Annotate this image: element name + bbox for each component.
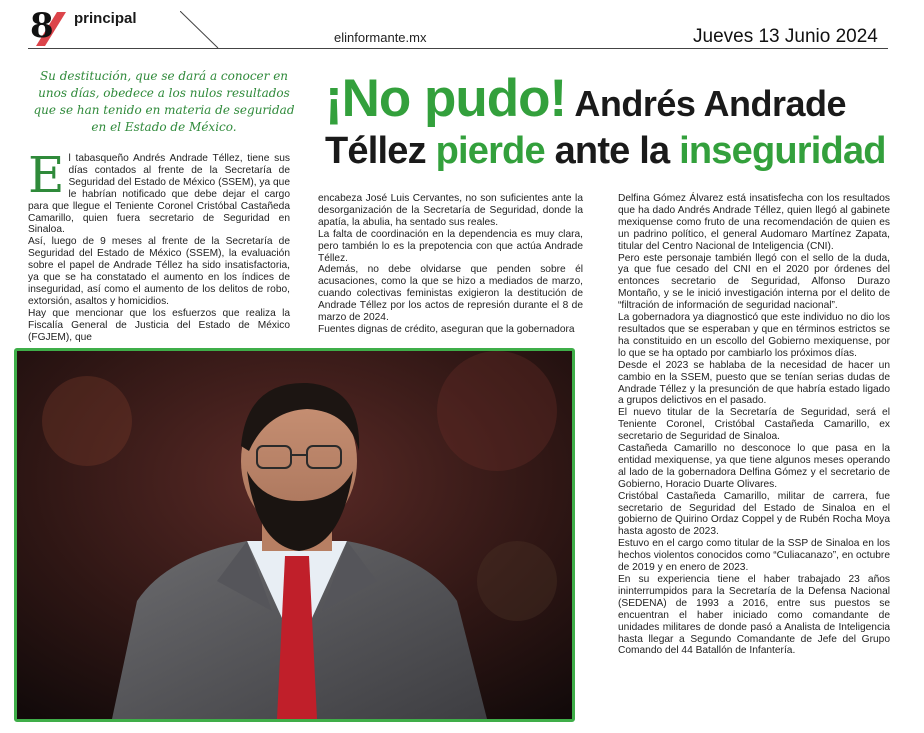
body-column-3 — [618, 193, 890, 657]
article-deck: Su destitución, que se dará a conocer en unos días, obedece a los nulos resultados que se han tenido en materia de seguridad en el Estado de México. — [33, 69, 295, 134]
headline-line-1 — [325, 69, 847, 128]
site-url: elinformante.mx — [334, 30, 427, 45]
headline-topic: inseguridad — [679, 130, 886, 172]
paragraph: El tabasqueño Andrés Andrade Téllez, tiene sus días contados al frente de la Secretaría de Seguridad del Estado de México (SSEM), ya que le habrían notificado que debe dejar el cargo para que llegue el Teniente Coronel Cristóbal Castañeda Camarillo, quien fuera secretario de Seguridad en Sinaloa. — [28, 146, 290, 236]
paragraph: Además, no debe olvidarse que penden sobre él acusaciones, como la que se hizo a mediados de marzo, cuando colectivas feministas exigieron la destitución de Andrade Téllez por los actos de represión durante el 8 de marzo de 2024. — [318, 264, 583, 324]
paragraph: Así, luego de 9 meses al frente de la Secretaría de Seguridad del Estado de México (SSEM), la evaluación sobre el papel de Andrade Téllez ha sido insatisfactoria, ya que se ha constatado el aumento en los índices de inseguridad, así como el aumento de los delitos de robo, extorsión, asaltos y homicidios. — [28, 236, 290, 307]
paragraph: La falta de coordinación en la dependencia es muy clara, pero también lo es la prepotencia con que actúa Andrade Téllez. — [318, 228, 583, 264]
drop-cap: E — [28, 146, 65, 204]
paragraph: Delfina Gómez Álvarez está insatisfecha con los resultados que ha dado Andrés Andrade Téllez, quien llegó al gabinete mexiquense como fruto de una recomendación de quien es un padrino político, el general Audomaro Martínez Zapata, titular del Centro Nacional de Inteligencia (CNI). — [618, 193, 890, 252]
headline-name: Andrés Andrade — [566, 83, 847, 124]
paragraph: Castañeda Camarillo no desconoce lo que pasa en la entidad mexiquense, ya que tiene algunos meses operando al lado de la gobernadora Delfina Gómez y el secretario de Gobierno, Horacio Duarte Olivares. — [618, 443, 890, 490]
page-number — [30, 6, 70, 46]
body-column-2 — [318, 193, 583, 336]
portrait-illustration — [17, 351, 572, 719]
headline-line-2 — [325, 132, 886, 170]
paragraph: Pero este personaje también llegó con el sello de la duda, ya que fue cesado del CNI en el 2020 por órdenes del entonces secretario de Seguridad, Alfonso Durazo Montaño, y se le inició investigación interna por el delito de “filtración de información de seguridad nacional”. — [618, 252, 890, 312]
headline-surname: Téllez — [325, 130, 436, 172]
paragraph: encabeza José Luis Cervantes, no son suficientes ante la desorganización de la Secretaría de Seguridad, donde la apatía, la abulia, ha sentado sus reales. — [318, 193, 583, 228]
paragraph: El nuevo titular de la Secretaría de Seguridad, será el Teniente Coronel, Cristóbal Castañeda Camarillo, ex secretario de Seguridad de Sinaloa. — [618, 407, 890, 443]
paragraph: La gobernadora ya diagnosticó que este individuo no dio los resultados que se esperaban y que en términos estrictos se ha constituido en un escollo del Gobierno mexiquense, por lo que se ha optado por cambiarlo los próximos días. — [618, 312, 890, 359]
issue-date: Jueves 13 Junio 2024 — [693, 26, 878, 47]
header-divider-diagonal — [180, 11, 224, 49]
paragraph: Fuentes dignas de crédito, aseguran que la gobernadora — [318, 323, 575, 335]
paragraph: En su experiencia tiene el haber trabajado 23 años ininterrumpidos para la Secretaría de la Defensa Nacional (SEDENA) de 1993 a 2016, entre sus puestos se encuentran el haber iniciado como comandante de unidades militares de donde pasó a Analista de Inteligencia hasta llegar a Segundo Comandante de Jefe del Grupo Comando del 44 Batallón de Infantería. — [618, 574, 890, 657]
header-rule — [28, 48, 888, 49]
paragraph: Cristóbal Castañeda Camarillo, militar de carrera, fue secretario de Seguridad del Estado de Sinaloa en el gobierno de Quirino Ordaz Coppel y de Rubén Rocha Moya hasta agosto de 2023. — [618, 490, 890, 538]
section-label: principal — [74, 10, 137, 27]
paragraph: Desde el 2023 se hablaba de la necesidad de hacer un cambio en la SSEM, puesto que se tenían serias dudas de Andrade Téllez y la presunción de que habría estado ligado a grupos delictivos en el pasado. — [618, 359, 890, 407]
article-photo — [14, 348, 575, 722]
paragraph: Hay que mencionar que los esfuerzos que realiza la Fiscalía General de Justicia del Estado de México (FGJEM), que — [28, 307, 290, 343]
page-number-text: 8 — [30, 6, 54, 46]
headline-exclaim: ¡No pudo! — [325, 69, 567, 128]
paragraph: Estuvo en el cargo como titular de la SSP de Sinaloa en los hechos violentos conocidos como “Culiacanazo”, en octubre de 2019 y en enero de 2023. — [618, 538, 890, 574]
headline-verb: pierde — [435, 130, 545, 172]
headline-connector: ante la — [544, 130, 680, 172]
body-column-1 — [28, 146, 290, 344]
